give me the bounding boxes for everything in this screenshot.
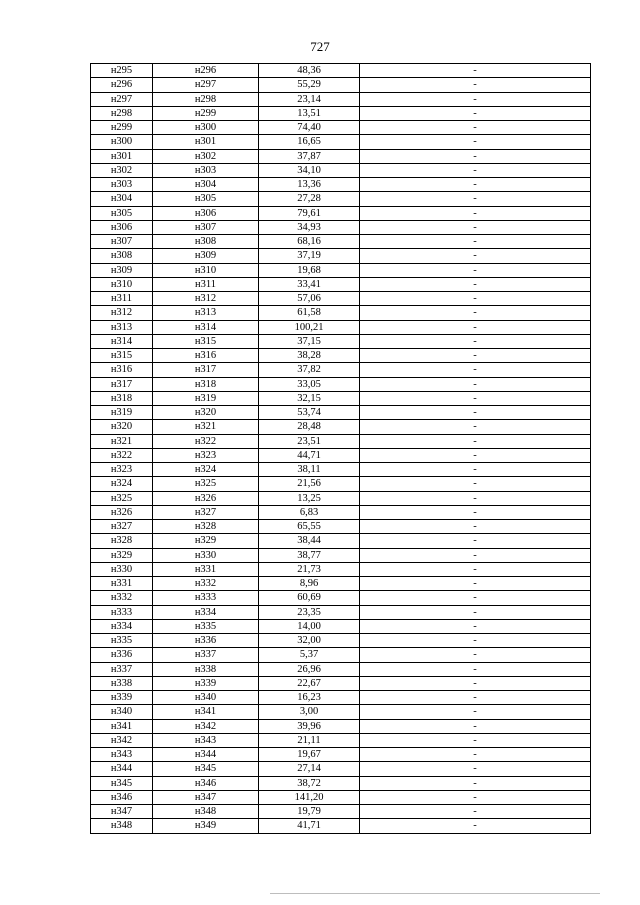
table-body bbox=[91, 64, 591, 834]
note-cell: - bbox=[360, 733, 591, 747]
table-row bbox=[91, 206, 591, 220]
to-point-cell: н316 bbox=[153, 349, 259, 363]
table-row bbox=[91, 719, 591, 733]
from-point-cell: н341 bbox=[91, 719, 153, 733]
distance-cell: 16,65 bbox=[259, 135, 360, 149]
table-row bbox=[91, 363, 591, 377]
distance-cell: 141,20 bbox=[259, 790, 360, 804]
note-cell: - bbox=[360, 220, 591, 234]
to-point-cell: н304 bbox=[153, 178, 259, 192]
note-cell: - bbox=[360, 534, 591, 548]
note-cell: - bbox=[360, 648, 591, 662]
from-point-cell: н324 bbox=[91, 477, 153, 491]
table-row bbox=[91, 149, 591, 163]
note-cell: - bbox=[360, 206, 591, 220]
from-point-cell: н300 bbox=[91, 135, 153, 149]
to-point-cell: н313 bbox=[153, 306, 259, 320]
table-row bbox=[91, 220, 591, 234]
from-point-cell: н344 bbox=[91, 762, 153, 776]
to-point-cell: н309 bbox=[153, 249, 259, 263]
table-row bbox=[91, 249, 591, 263]
distance-cell: 37,82 bbox=[259, 363, 360, 377]
note-cell: - bbox=[360, 748, 591, 762]
from-point-cell: н322 bbox=[91, 448, 153, 462]
note-cell: - bbox=[360, 434, 591, 448]
note-cell: - bbox=[360, 634, 591, 648]
from-point-cell: н346 bbox=[91, 790, 153, 804]
to-point-cell: н349 bbox=[153, 819, 259, 833]
table-row bbox=[91, 192, 591, 206]
note-cell: - bbox=[360, 277, 591, 291]
to-point-cell: н341 bbox=[153, 705, 259, 719]
to-point-cell: н321 bbox=[153, 420, 259, 434]
note-cell: - bbox=[360, 377, 591, 391]
note-cell: - bbox=[360, 805, 591, 819]
to-point-cell: н311 bbox=[153, 277, 259, 291]
from-point-cell: н326 bbox=[91, 505, 153, 519]
from-point-cell: н336 bbox=[91, 648, 153, 662]
from-point-cell: н334 bbox=[91, 619, 153, 633]
distance-cell: 19,67 bbox=[259, 748, 360, 762]
distance-cell: 32,00 bbox=[259, 634, 360, 648]
distance-cell: 26,96 bbox=[259, 662, 360, 676]
distance-cell: 13,51 bbox=[259, 106, 360, 120]
distance-cell: 44,71 bbox=[259, 448, 360, 462]
table-row bbox=[91, 548, 591, 562]
to-point-cell: н344 bbox=[153, 748, 259, 762]
to-point-cell: н323 bbox=[153, 448, 259, 462]
table-row bbox=[91, 235, 591, 249]
to-point-cell: н302 bbox=[153, 149, 259, 163]
from-point-cell: н348 bbox=[91, 819, 153, 833]
table-row bbox=[91, 662, 591, 676]
distance-cell: 57,06 bbox=[259, 292, 360, 306]
distance-cell: 13,25 bbox=[259, 491, 360, 505]
distance-cell: 19,79 bbox=[259, 805, 360, 819]
distance-cell: 100,21 bbox=[259, 320, 360, 334]
note-cell: - bbox=[360, 292, 591, 306]
distance-cell: 48,36 bbox=[259, 64, 360, 78]
to-point-cell: н298 bbox=[153, 92, 259, 106]
table-row bbox=[91, 505, 591, 519]
to-point-cell: н306 bbox=[153, 206, 259, 220]
from-point-cell: н306 bbox=[91, 220, 153, 234]
from-point-cell: н296 bbox=[91, 78, 153, 92]
from-point-cell: н338 bbox=[91, 676, 153, 690]
to-point-cell: н305 bbox=[153, 192, 259, 206]
to-point-cell: н333 bbox=[153, 591, 259, 605]
table-row bbox=[91, 605, 591, 619]
to-point-cell: н327 bbox=[153, 505, 259, 519]
distance-cell: 14,00 bbox=[259, 619, 360, 633]
table-row bbox=[91, 320, 591, 334]
distance-cell: 79,61 bbox=[259, 206, 360, 220]
to-point-cell: н301 bbox=[153, 135, 259, 149]
from-point-cell: н335 bbox=[91, 634, 153, 648]
note-cell: - bbox=[360, 548, 591, 562]
to-point-cell: н312 bbox=[153, 292, 259, 306]
to-point-cell: н343 bbox=[153, 733, 259, 747]
from-point-cell: н332 bbox=[91, 591, 153, 605]
from-point-cell: н329 bbox=[91, 548, 153, 562]
to-point-cell: н347 bbox=[153, 790, 259, 804]
table-row bbox=[91, 591, 591, 605]
to-point-cell: н338 bbox=[153, 662, 259, 676]
to-point-cell: н332 bbox=[153, 577, 259, 591]
table-row bbox=[91, 121, 591, 135]
distance-cell: 8,96 bbox=[259, 577, 360, 591]
distance-cell: 55,29 bbox=[259, 78, 360, 92]
from-point-cell: н311 bbox=[91, 292, 153, 306]
table-row bbox=[91, 477, 591, 491]
distance-cell: 28,48 bbox=[259, 420, 360, 434]
table-row bbox=[91, 748, 591, 762]
note-cell: - bbox=[360, 819, 591, 833]
to-point-cell: н325 bbox=[153, 477, 259, 491]
distance-cell: 37,15 bbox=[259, 334, 360, 348]
note-cell: - bbox=[360, 406, 591, 420]
note-cell: - bbox=[360, 719, 591, 733]
note-cell: - bbox=[360, 491, 591, 505]
from-point-cell: н304 bbox=[91, 192, 153, 206]
note-cell: - bbox=[360, 306, 591, 320]
distance-cell: 33,05 bbox=[259, 377, 360, 391]
distance-cell: 19,68 bbox=[259, 263, 360, 277]
table-row bbox=[91, 491, 591, 505]
note-cell: - bbox=[360, 363, 591, 377]
note-cell: - bbox=[360, 562, 591, 576]
from-point-cell: н315 bbox=[91, 349, 153, 363]
from-point-cell: н333 bbox=[91, 605, 153, 619]
table-row bbox=[91, 762, 591, 776]
note-cell: - bbox=[360, 106, 591, 120]
note-cell: - bbox=[360, 477, 591, 491]
page-number: 727 bbox=[310, 39, 330, 54]
from-point-cell: н305 bbox=[91, 206, 153, 220]
from-point-cell: н319 bbox=[91, 406, 153, 420]
distance-cell: 21,73 bbox=[259, 562, 360, 576]
table-row bbox=[91, 534, 591, 548]
table-row bbox=[91, 306, 591, 320]
to-point-cell: н330 bbox=[153, 548, 259, 562]
from-point-cell: н343 bbox=[91, 748, 153, 762]
from-point-cell: н316 bbox=[91, 363, 153, 377]
table-row bbox=[91, 434, 591, 448]
note-cell: - bbox=[360, 263, 591, 277]
note-cell: - bbox=[360, 762, 591, 776]
table-row bbox=[91, 135, 591, 149]
note-cell: - bbox=[360, 776, 591, 790]
to-point-cell: н331 bbox=[153, 562, 259, 576]
from-point-cell: н303 bbox=[91, 178, 153, 192]
distance-cell: 60,69 bbox=[259, 591, 360, 605]
note-cell: - bbox=[360, 605, 591, 619]
from-point-cell: н308 bbox=[91, 249, 153, 263]
table-row bbox=[91, 420, 591, 434]
from-point-cell: н307 bbox=[91, 235, 153, 249]
distance-cell: 37,19 bbox=[259, 249, 360, 263]
distance-cell: 61,58 bbox=[259, 306, 360, 320]
to-point-cell: н329 bbox=[153, 534, 259, 548]
from-point-cell: н299 bbox=[91, 121, 153, 135]
table-row bbox=[91, 520, 591, 534]
distance-cell: 39,96 bbox=[259, 719, 360, 733]
from-point-cell: н340 bbox=[91, 705, 153, 719]
distance-cell: 37,87 bbox=[259, 149, 360, 163]
distance-cell: 3,00 bbox=[259, 705, 360, 719]
distance-cell: 6,83 bbox=[259, 505, 360, 519]
from-point-cell: н330 bbox=[91, 562, 153, 576]
table-row bbox=[91, 163, 591, 177]
note-cell: - bbox=[360, 420, 591, 434]
distance-cell: 38,11 bbox=[259, 463, 360, 477]
table-row bbox=[91, 377, 591, 391]
to-point-cell: н310 bbox=[153, 263, 259, 277]
to-point-cell: н336 bbox=[153, 634, 259, 648]
to-point-cell: н319 bbox=[153, 391, 259, 405]
boundary-points-table bbox=[90, 63, 591, 834]
table-row bbox=[91, 776, 591, 790]
distance-cell: 22,67 bbox=[259, 676, 360, 690]
distance-cell: 21,56 bbox=[259, 477, 360, 491]
distance-cell: 53,74 bbox=[259, 406, 360, 420]
to-point-cell: н300 bbox=[153, 121, 259, 135]
distance-cell: 38,72 bbox=[259, 776, 360, 790]
to-point-cell: н345 bbox=[153, 762, 259, 776]
to-point-cell: н320 bbox=[153, 406, 259, 420]
from-point-cell: н312 bbox=[91, 306, 153, 320]
note-cell: - bbox=[360, 235, 591, 249]
from-point-cell: н309 bbox=[91, 263, 153, 277]
note-cell: - bbox=[360, 163, 591, 177]
from-point-cell: н317 bbox=[91, 377, 153, 391]
table-row bbox=[91, 562, 591, 576]
to-point-cell: н303 bbox=[153, 163, 259, 177]
table-row bbox=[91, 334, 591, 348]
distance-cell: 23,51 bbox=[259, 434, 360, 448]
distance-cell: 23,35 bbox=[259, 605, 360, 619]
note-cell: - bbox=[360, 64, 591, 78]
distance-cell: 27,28 bbox=[259, 192, 360, 206]
to-point-cell: н308 bbox=[153, 235, 259, 249]
from-point-cell: н301 bbox=[91, 149, 153, 163]
distance-cell: 41,71 bbox=[259, 819, 360, 833]
table-row bbox=[91, 92, 591, 106]
to-point-cell: н314 bbox=[153, 320, 259, 334]
from-point-cell: н321 bbox=[91, 434, 153, 448]
table-row bbox=[91, 106, 591, 120]
to-point-cell: н339 bbox=[153, 676, 259, 690]
note-cell: - bbox=[360, 520, 591, 534]
to-point-cell: н315 bbox=[153, 334, 259, 348]
note-cell: - bbox=[360, 505, 591, 519]
table-row bbox=[91, 78, 591, 92]
table-row bbox=[91, 406, 591, 420]
table-row bbox=[91, 463, 591, 477]
from-point-cell: н347 bbox=[91, 805, 153, 819]
note-cell: - bbox=[360, 178, 591, 192]
table-row bbox=[91, 790, 591, 804]
to-point-cell: н342 bbox=[153, 719, 259, 733]
note-cell: - bbox=[360, 448, 591, 462]
distance-cell: 38,44 bbox=[259, 534, 360, 548]
to-point-cell: н326 bbox=[153, 491, 259, 505]
from-point-cell: н313 bbox=[91, 320, 153, 334]
distance-cell: 21,11 bbox=[259, 733, 360, 747]
table-row bbox=[91, 648, 591, 662]
note-cell: - bbox=[360, 705, 591, 719]
distance-cell: 38,77 bbox=[259, 548, 360, 562]
table-row bbox=[91, 263, 591, 277]
note-cell: - bbox=[360, 691, 591, 705]
note-cell: - bbox=[360, 662, 591, 676]
table-row bbox=[91, 805, 591, 819]
note-cell: - bbox=[360, 121, 591, 135]
table-row bbox=[91, 676, 591, 690]
to-point-cell: н348 bbox=[153, 805, 259, 819]
note-cell: - bbox=[360, 92, 591, 106]
table-row bbox=[91, 448, 591, 462]
from-point-cell: н318 bbox=[91, 391, 153, 405]
distance-cell: 38,28 bbox=[259, 349, 360, 363]
from-point-cell: н310 bbox=[91, 277, 153, 291]
from-point-cell: н328 bbox=[91, 534, 153, 548]
to-point-cell: н337 bbox=[153, 648, 259, 662]
note-cell: - bbox=[360, 320, 591, 334]
table-row bbox=[91, 349, 591, 363]
to-point-cell: н297 bbox=[153, 78, 259, 92]
to-point-cell: н299 bbox=[153, 106, 259, 120]
distance-cell: 27,14 bbox=[259, 762, 360, 776]
from-point-cell: н297 bbox=[91, 92, 153, 106]
note-cell: - bbox=[360, 149, 591, 163]
from-point-cell: н331 bbox=[91, 577, 153, 591]
table-row bbox=[91, 691, 591, 705]
to-point-cell: н340 bbox=[153, 691, 259, 705]
to-point-cell: н296 bbox=[153, 64, 259, 78]
table-row bbox=[91, 178, 591, 192]
note-cell: - bbox=[360, 577, 591, 591]
from-point-cell: н302 bbox=[91, 163, 153, 177]
to-point-cell: н324 bbox=[153, 463, 259, 477]
note-cell: - bbox=[360, 249, 591, 263]
from-point-cell: н345 bbox=[91, 776, 153, 790]
note-cell: - bbox=[360, 591, 591, 605]
table-row bbox=[91, 292, 591, 306]
to-point-cell: н335 bbox=[153, 619, 259, 633]
note-cell: - bbox=[360, 619, 591, 633]
distance-cell: 34,10 bbox=[259, 163, 360, 177]
from-point-cell: н325 bbox=[91, 491, 153, 505]
distance-cell: 23,14 bbox=[259, 92, 360, 106]
from-point-cell: н323 bbox=[91, 463, 153, 477]
note-cell: - bbox=[360, 790, 591, 804]
distance-cell: 33,41 bbox=[259, 277, 360, 291]
table-row bbox=[91, 577, 591, 591]
distance-cell: 65,55 bbox=[259, 520, 360, 534]
from-point-cell: н342 bbox=[91, 733, 153, 747]
table-row bbox=[91, 277, 591, 291]
to-point-cell: н322 bbox=[153, 434, 259, 448]
distance-cell: 68,16 bbox=[259, 235, 360, 249]
table-row bbox=[91, 733, 591, 747]
from-point-cell: н298 bbox=[91, 106, 153, 120]
table-row bbox=[91, 634, 591, 648]
note-cell: - bbox=[360, 78, 591, 92]
distance-cell: 5,37 bbox=[259, 648, 360, 662]
from-point-cell: н337 bbox=[91, 662, 153, 676]
to-point-cell: н328 bbox=[153, 520, 259, 534]
note-cell: - bbox=[360, 463, 591, 477]
note-cell: - bbox=[360, 135, 591, 149]
from-point-cell: н339 bbox=[91, 691, 153, 705]
distance-cell: 32,15 bbox=[259, 391, 360, 405]
footer-divider bbox=[270, 893, 600, 894]
to-point-cell: н317 bbox=[153, 363, 259, 377]
to-point-cell: н307 bbox=[153, 220, 259, 234]
distance-cell: 34,93 bbox=[259, 220, 360, 234]
table-row bbox=[91, 64, 591, 78]
distance-cell: 16,23 bbox=[259, 691, 360, 705]
to-point-cell: н318 bbox=[153, 377, 259, 391]
table-row bbox=[91, 391, 591, 405]
distance-cell: 74,40 bbox=[259, 121, 360, 135]
to-point-cell: н334 bbox=[153, 605, 259, 619]
note-cell: - bbox=[360, 334, 591, 348]
from-point-cell: н320 bbox=[91, 420, 153, 434]
to-point-cell: н346 bbox=[153, 776, 259, 790]
note-cell: - bbox=[360, 192, 591, 206]
table-row bbox=[91, 819, 591, 833]
from-point-cell: н314 bbox=[91, 334, 153, 348]
table-row bbox=[91, 619, 591, 633]
from-point-cell: н327 bbox=[91, 520, 153, 534]
note-cell: - bbox=[360, 349, 591, 363]
from-point-cell: н295 bbox=[91, 64, 153, 78]
note-cell: - bbox=[360, 391, 591, 405]
table-row bbox=[91, 705, 591, 719]
distance-cell: 13,36 bbox=[259, 178, 360, 192]
note-cell: - bbox=[360, 676, 591, 690]
